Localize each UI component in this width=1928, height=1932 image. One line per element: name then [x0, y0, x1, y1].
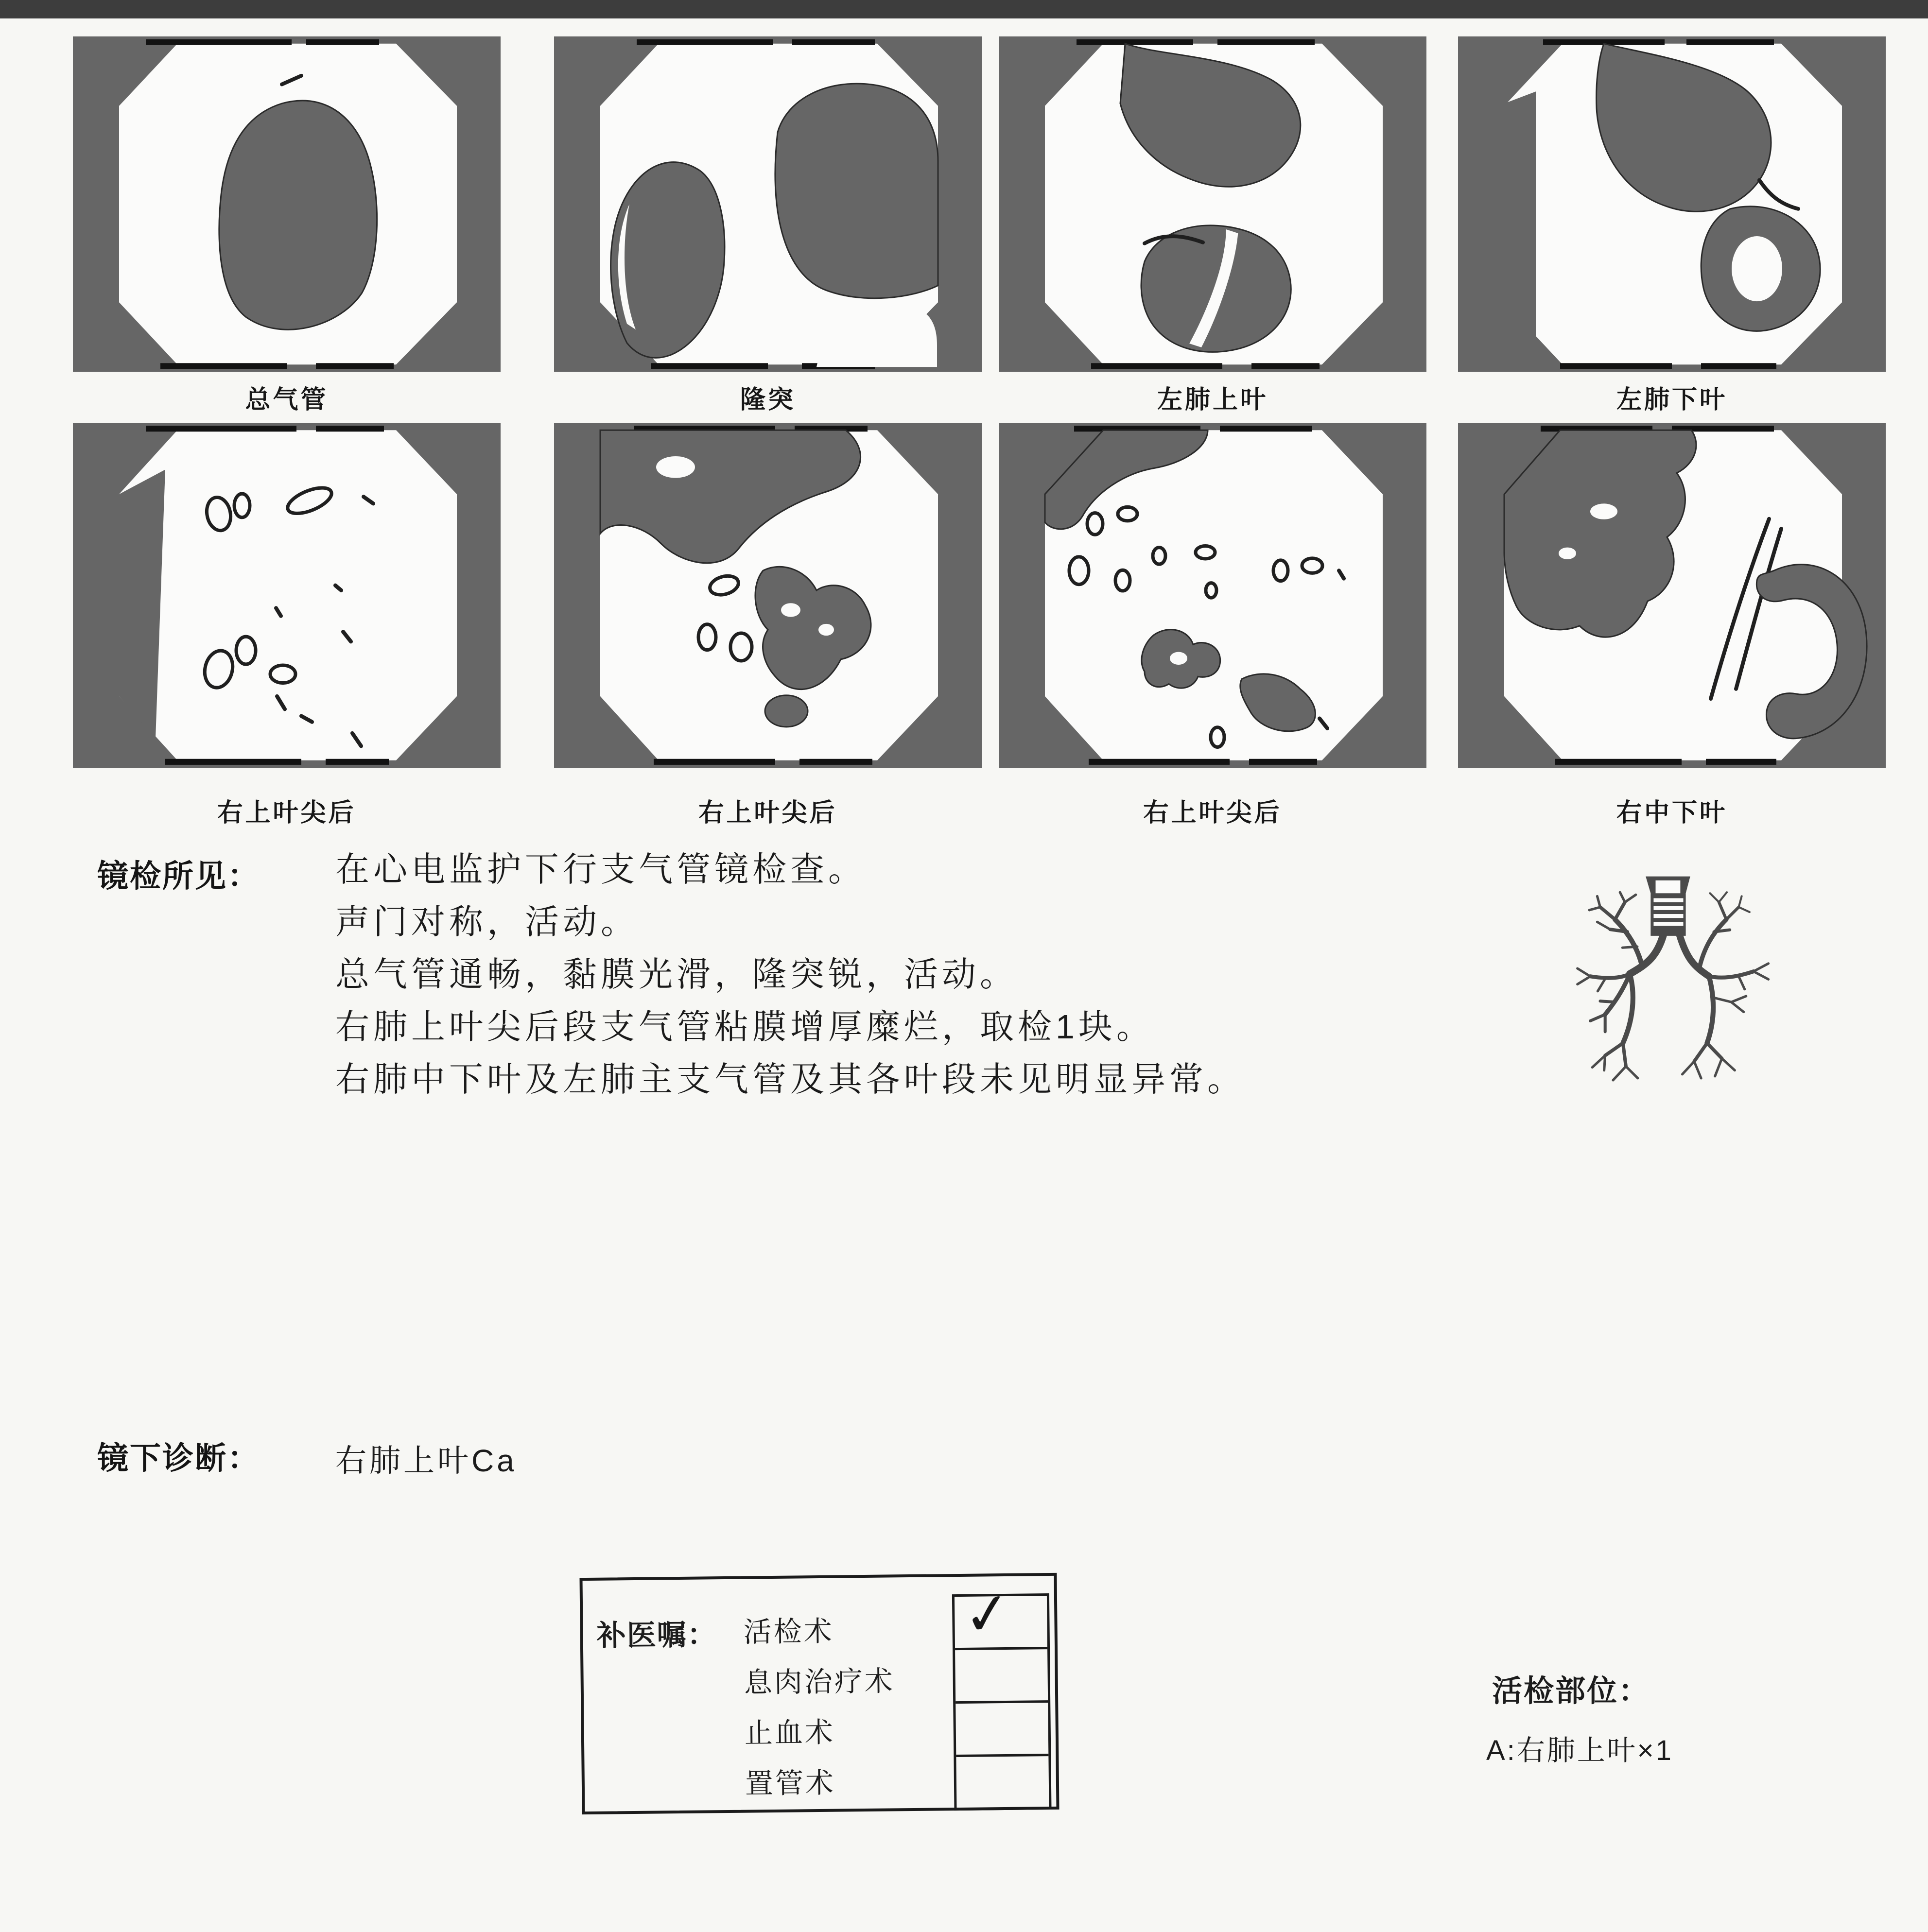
bronchial-tree-icon [1531, 870, 1808, 1122]
order-item-hemostasis: 止血术 [744, 1716, 835, 1749]
endoscopy-photo-trachea [73, 36, 501, 372]
photo-label: 左肺上叶 [1157, 386, 1268, 414]
endoscopy-photo-left-lower-lobe [1458, 36, 1886, 372]
findings-line: 在心电监护下行支气管镜检查。 [335, 850, 866, 888]
endoscopy-photo-left-upper-lobe [999, 36, 1426, 372]
findings-line: 右肺中下叶及左肺主支气管及其各叶段未见明显异常。 [335, 1060, 1245, 1098]
photo-label: 右上叶尖后 [217, 799, 356, 827]
findings-line: 总气管通畅，黏膜光滑，隆突锐，活动。 [335, 955, 1018, 993]
order-item-biopsy: 活检术 [743, 1615, 834, 1648]
photo-label: 右中下叶 [1616, 799, 1727, 827]
diagnosis-value: 右肺上叶Ca [335, 1443, 517, 1478]
diagnosis-section-label: 镜下诊断： [97, 1441, 260, 1476]
findings-line: 右肺上叶尖后段支气管粘膜增厚糜烂，取检1块。 [335, 1008, 1154, 1046]
endoscopy-photo-right-upper-apical-1 [73, 423, 501, 768]
endoscopy-photo-right-middle-lower-lobe [1458, 423, 1886, 768]
photo-label: 总气管 [245, 386, 329, 414]
orders-checkbox-column [952, 1580, 1052, 1811]
photo-label: 右上叶尖后 [1143, 799, 1282, 827]
findings-section-label: 镜检所见： [97, 859, 260, 894]
checkbox-tube-placement[interactable] [956, 1756, 1049, 1808]
photo-label: 左肺下叶 [1616, 386, 1727, 414]
checkbox-biopsy[interactable] [955, 1580, 1047, 1650]
checkbox-hemostasis[interactable] [955, 1703, 1048, 1757]
order-item-polyp-treatment: 息肉治疗术 [744, 1665, 895, 1699]
endoscopy-photo-carina [554, 36, 982, 372]
order-item-tube-placement: 置管术 [745, 1767, 836, 1800]
findings-line: 声门对称，活动。 [335, 903, 639, 941]
checkmark-icon: ✓ [960, 1580, 1015, 1649]
orders-box [579, 1573, 1059, 1814]
endoscopy-photo-right-upper-apical-3 [999, 423, 1426, 768]
photo-label: 隆突 [740, 386, 796, 414]
scan-top-bar [0, 0, 1928, 18]
photo-label: 右上叶尖后 [698, 799, 837, 827]
biopsy-site-value: A:右肺上叶×1 [1486, 1735, 1673, 1766]
checkbox-polyp-treatment[interactable] [955, 1649, 1048, 1704]
biopsy-site-label: 活检部位： [1492, 1674, 1650, 1708]
orders-box-label: 补医嘱： [596, 1618, 718, 1652]
endoscopy-photo-right-upper-apical-2 [554, 423, 982, 768]
findings-text [335, 843, 1245, 1105]
orders-item-list [743, 1607, 896, 1811]
